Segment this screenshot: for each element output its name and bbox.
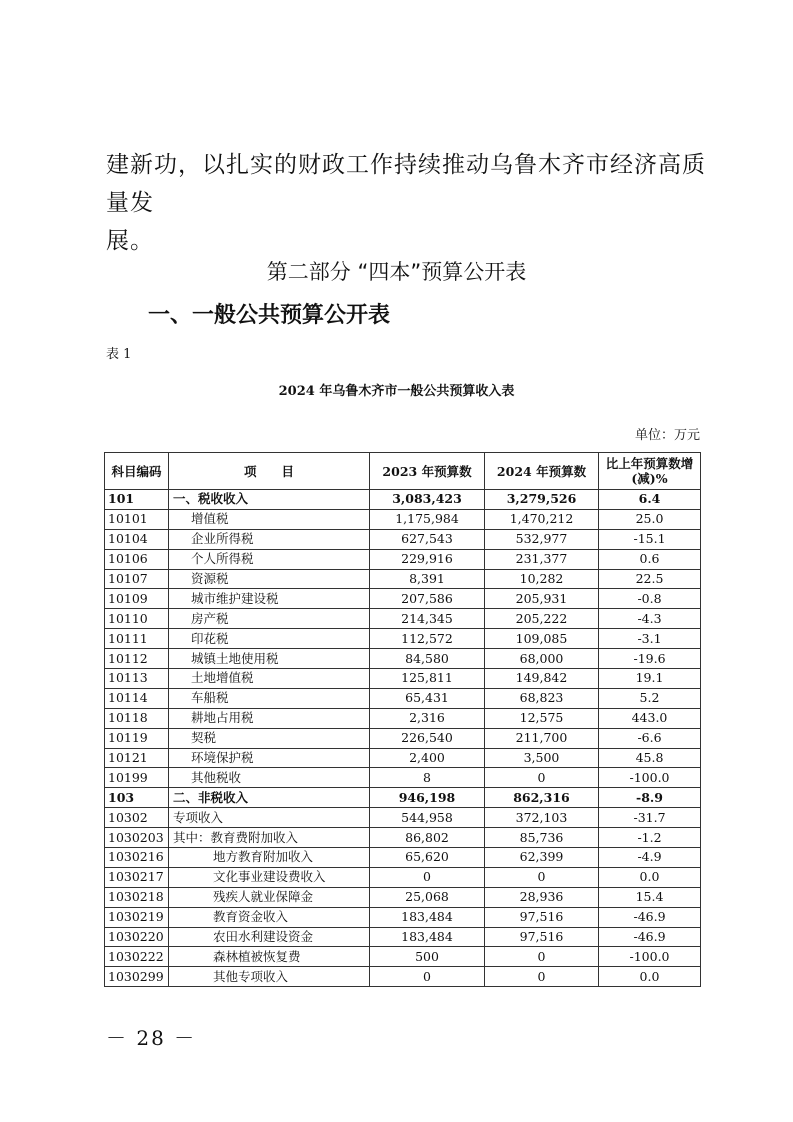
cell-code: 10119 [105, 728, 169, 748]
cell-code: 10101 [105, 509, 169, 529]
cell-item: 其他专项收入 [169, 967, 370, 987]
cell-2023: 0 [370, 967, 485, 987]
cell-code: 10110 [105, 609, 169, 629]
section-title: 一、一般公共预算公开表 [148, 303, 391, 328]
cell-change-pct: 0.6 [599, 549, 701, 569]
cell-item: 地方教育附加收入 [169, 848, 370, 868]
unit-label: 单位：万元 [634, 428, 700, 443]
table-body [105, 490, 701, 987]
table-row [105, 927, 701, 947]
cell-item: 车船税 [169, 688, 370, 708]
table-row [105, 947, 701, 967]
cell-item: 一、税收收入 [169, 490, 370, 510]
cell-change-pct: 15.4 [599, 887, 701, 907]
table-row [105, 708, 701, 728]
cell-change-pct: 22.5 [599, 569, 701, 589]
cell-code: 10114 [105, 688, 169, 708]
cell-2024: 862,316 [485, 788, 599, 808]
table-row [105, 808, 701, 828]
cell-change-pct: -3.1 [599, 629, 701, 649]
cell-code: 10111 [105, 629, 169, 649]
header-change-pct: 比上年预算数增(减)% [599, 453, 701, 490]
cell-item: 农田水利建设资金 [169, 927, 370, 947]
cell-item: 耕地占用税 [169, 708, 370, 728]
cell-2024: 0 [485, 967, 599, 987]
part-title: 第二部分 “四本”预算公开表 [266, 260, 527, 284]
cell-change-pct: 45.8 [599, 748, 701, 768]
cell-code: 1030216 [105, 848, 169, 868]
cell-item: 文化事业建设费收入 [169, 867, 370, 887]
cell-item: 企业所得税 [169, 529, 370, 549]
cell-change-pct: -100.0 [599, 947, 701, 967]
table-row [105, 589, 701, 609]
cell-change-pct: -1.2 [599, 828, 701, 848]
cell-code: 10118 [105, 708, 169, 728]
table-row [105, 907, 701, 927]
table-row [105, 688, 701, 708]
cell-2023: 8 [370, 768, 485, 788]
cell-item: 土地增值税 [169, 669, 370, 689]
cell-2023: 1,175,984 [370, 509, 485, 529]
cell-change-pct: -15.1 [599, 529, 701, 549]
cell-code: 1030218 [105, 887, 169, 907]
cell-code: 1030203 [105, 828, 169, 848]
cell-code: 1030217 [105, 867, 169, 887]
cell-code: 10106 [105, 549, 169, 569]
cell-code: 103 [105, 788, 169, 808]
cell-2024: 12,575 [485, 708, 599, 728]
cell-2023: 2,316 [370, 708, 485, 728]
table-row [105, 887, 701, 907]
cell-2024: 1,470,212 [485, 509, 599, 529]
table-row [105, 569, 701, 589]
cell-2023: 0 [370, 867, 485, 887]
cell-item: 森林植被恢复费 [169, 947, 370, 967]
cell-2023: 226,540 [370, 728, 485, 748]
cell-item: 房产税 [169, 609, 370, 629]
cell-2023: 183,484 [370, 907, 485, 927]
cell-2024: 149,842 [485, 669, 599, 689]
table-row [105, 549, 701, 569]
cell-code: 10112 [105, 649, 169, 669]
cell-2024: 109,085 [485, 629, 599, 649]
cell-2023: 86,802 [370, 828, 485, 848]
cell-change-pct: 443.0 [599, 708, 701, 728]
table-row [105, 728, 701, 748]
intro-paragraph [106, 146, 706, 260]
cell-2023: 25,068 [370, 887, 485, 907]
cell-2023: 214,345 [370, 609, 485, 629]
cell-change-pct: 19.1 [599, 669, 701, 689]
cell-2024: 205,931 [485, 589, 599, 609]
cell-2023: 183,484 [370, 927, 485, 947]
cell-change-pct: -4.3 [599, 609, 701, 629]
cell-2023: 2,400 [370, 748, 485, 768]
cell-2024: 85,736 [485, 828, 599, 848]
cell-code: 101 [105, 490, 169, 510]
header-2024: 2024 年预算数 [485, 453, 599, 490]
table-row [105, 848, 701, 868]
cell-change-pct: -46.9 [599, 927, 701, 947]
cell-change-pct: -8.9 [599, 788, 701, 808]
cell-change-pct: 0.0 [599, 867, 701, 887]
cell-2024: 97,516 [485, 907, 599, 927]
cell-2023: 8,391 [370, 569, 485, 589]
cell-2023: 946,198 [370, 788, 485, 808]
cell-2024: 0 [485, 947, 599, 967]
cell-item: 环境保护税 [169, 748, 370, 768]
cell-change-pct: 0.0 [599, 967, 701, 987]
table-row [105, 629, 701, 649]
cell-2023: 229,916 [370, 549, 485, 569]
table-header-row [105, 453, 701, 490]
table-row [105, 529, 701, 549]
cell-code: 1030299 [105, 967, 169, 987]
cell-code: 10302 [105, 808, 169, 828]
cell-item: 专项收入 [169, 808, 370, 828]
table-row [105, 828, 701, 848]
intro-line-2: 展。 [106, 228, 154, 254]
cell-2024: 0 [485, 768, 599, 788]
cell-code: 1030222 [105, 947, 169, 967]
table-row [105, 867, 701, 887]
cell-change-pct: 25.0 [599, 509, 701, 529]
cell-change-pct: -0.8 [599, 589, 701, 609]
cell-code: 10199 [105, 768, 169, 788]
cell-item: 印花税 [169, 629, 370, 649]
table-row [105, 967, 701, 987]
cell-2023: 125,811 [370, 669, 485, 689]
header-2023: 2023 年预算数 [370, 453, 485, 490]
cell-item: 其中：教育费附加收入 [169, 828, 370, 848]
cell-code: 1030219 [105, 907, 169, 927]
cell-change-pct: 6.4 [599, 490, 701, 510]
cell-change-pct: -100.0 [599, 768, 701, 788]
cell-change-pct: -46.9 [599, 907, 701, 927]
cell-2023: 84,580 [370, 649, 485, 669]
cell-change-pct: -31.7 [599, 808, 701, 828]
cell-2024: 28,936 [485, 887, 599, 907]
cell-2023: 65,620 [370, 848, 485, 868]
cell-item: 城镇土地使用税 [169, 649, 370, 669]
header-code: 科目编码 [105, 453, 169, 490]
cell-2024: 68,000 [485, 649, 599, 669]
table-row [105, 788, 701, 808]
cell-code: 10109 [105, 589, 169, 609]
cell-item: 资源税 [169, 569, 370, 589]
cell-2024: 231,377 [485, 549, 599, 569]
cell-item: 教育资金收入 [169, 907, 370, 927]
cell-2024: 3,500 [485, 748, 599, 768]
cell-item: 城市维护建设税 [169, 589, 370, 609]
cell-2024: 532,977 [485, 529, 599, 549]
cell-2023: 207,586 [370, 589, 485, 609]
table-row [105, 509, 701, 529]
cell-change-pct: -6.6 [599, 728, 701, 748]
cell-2024: 0 [485, 867, 599, 887]
cell-2024: 68,823 [485, 688, 599, 708]
cell-code: 10121 [105, 748, 169, 768]
page-number: － 28 － [106, 1026, 197, 1050]
cell-2023: 500 [370, 947, 485, 967]
cell-2024: 211,700 [485, 728, 599, 748]
cell-2024: 205,222 [485, 609, 599, 629]
cell-change-pct: -19.6 [599, 649, 701, 669]
cell-2024: 10,282 [485, 569, 599, 589]
cell-2024: 3,279,526 [485, 490, 599, 510]
cell-2023: 544,958 [370, 808, 485, 828]
intro-line-1: 建新功，以扎实的财政工作持续推动乌鲁木齐市经济高质量发 [106, 152, 706, 216]
table-row [105, 649, 701, 669]
cell-item: 残疾人就业保障金 [169, 887, 370, 907]
table-row [105, 669, 701, 689]
cell-item: 增值税 [169, 509, 370, 529]
cell-2023: 65,431 [370, 688, 485, 708]
cell-2024: 372,103 [485, 808, 599, 828]
cell-code: 10107 [105, 569, 169, 589]
table-row [105, 768, 701, 788]
table-row [105, 609, 701, 629]
cell-item: 二、非税收入 [169, 788, 370, 808]
table-title: 2024 年乌鲁木齐市一般公共预算收入表 [278, 384, 515, 399]
budget-table [104, 452, 701, 987]
cell-item: 其他税收 [169, 768, 370, 788]
header-item: 项 目 [169, 453, 370, 490]
cell-change-pct: 5.2 [599, 688, 701, 708]
cell-change-pct: -4.9 [599, 848, 701, 868]
table-number: 表 1 [106, 347, 132, 362]
cell-code: 1030220 [105, 927, 169, 947]
cell-item: 契税 [169, 728, 370, 748]
cell-2023: 627,543 [370, 529, 485, 549]
cell-code: 10104 [105, 529, 169, 549]
cell-item: 个人所得税 [169, 549, 370, 569]
cell-2023: 112,572 [370, 629, 485, 649]
table-row [105, 490, 701, 510]
cell-2024: 62,399 [485, 848, 599, 868]
cell-code: 10113 [105, 669, 169, 689]
cell-2024: 97,516 [485, 927, 599, 947]
table-row [105, 748, 701, 768]
cell-2023: 3,083,423 [370, 490, 485, 510]
